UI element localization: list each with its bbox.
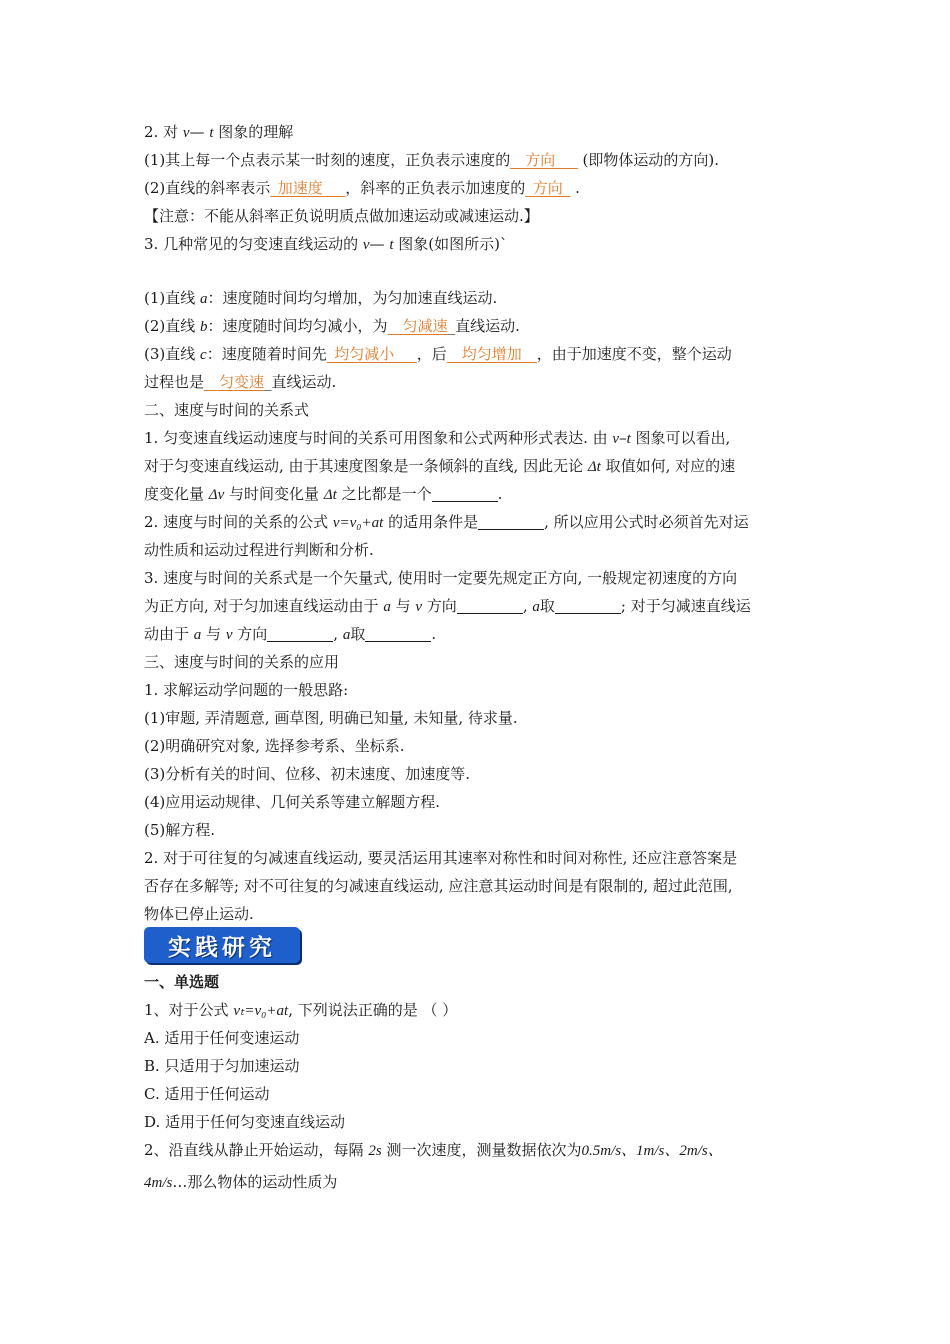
text: (2)直线的斜率表示	[144, 179, 271, 197]
text: ,	[333, 625, 343, 643]
fill-blank	[478, 511, 544, 530]
section-title	[144, 118, 293, 147]
answer-fill: _方向_	[525, 179, 571, 197]
text: 1. 匀变速直线运动速度与时间的关系可用图象和公式两种形式表达. 由	[144, 429, 613, 447]
text: 图象可以看出,	[630, 429, 731, 447]
text: 2. 速度与时间的关系的公式	[144, 513, 333, 531]
question-2	[144, 1136, 723, 1165]
var-t: t	[209, 125, 214, 141]
paragraph-line: 1. 求解运动学问题的一般思路:	[144, 681, 349, 699]
paragraph-line: 动性质和运动过程进行判断和分析.	[144, 541, 374, 559]
paragraph-line	[144, 508, 749, 537]
paragraph-line	[144, 284, 497, 313]
fill-blank	[457, 595, 523, 614]
option-d[interactable]: D. 适用于任何匀变速直线运动	[144, 1113, 346, 1131]
text: ，斜率的正负表示加速度的	[345, 179, 526, 197]
text: .	[431, 625, 437, 643]
paragraph-line: 3. 速度与时间的关系式是一个矢量式, 使用时一定要先规定正方向, 一般规定初速度的方向	[144, 569, 738, 587]
paragraph-line	[144, 146, 719, 174]
answer-fill: __匀变速	[204, 373, 265, 391]
text: 取	[539, 597, 555, 615]
text: (即物体运动的方向).	[577, 151, 720, 169]
fill-blank	[267, 623, 333, 642]
paragraph-line: (4)应用运动规律、几何关系等建立解题方程.	[144, 793, 441, 811]
var-v: v	[415, 599, 423, 615]
answer-fill: __方向___	[510, 151, 578, 169]
delta-symbol: Δ	[208, 487, 218, 503]
text: 2、沿直线从静止开始运动，每隔	[144, 1141, 369, 1159]
text: —	[189, 123, 210, 141]
fill-blank	[432, 483, 498, 502]
var-v: v	[612, 431, 620, 447]
section-heading: 三、速度与时间的关系的应用	[144, 653, 340, 671]
var-a: a	[200, 291, 208, 307]
text: —	[369, 235, 390, 253]
answer-fill: __匀减速	[387, 317, 448, 335]
section-heading: 二、速度与时间的关系式	[144, 401, 310, 419]
paragraph-line: (1)审题, 弄清题意, 画草图, 明确已知量, 未知量, 待求量.	[144, 709, 518, 727]
section-title	[144, 230, 507, 259]
var-t: t	[596, 459, 601, 475]
delta-symbol: Δ	[323, 487, 333, 503]
paragraph-line	[144, 452, 735, 481]
text: (3)直线	[144, 345, 201, 363]
paragraph-line	[144, 368, 336, 396]
paragraph-line: (5)解方程.	[144, 821, 216, 839]
text: –	[619, 429, 627, 447]
paragraph-line	[144, 340, 732, 369]
fill-blank	[555, 595, 621, 614]
text: 取值如何, 对应的速	[600, 457, 736, 475]
paragraph-line	[144, 174, 580, 202]
paragraph-line	[144, 312, 520, 341]
paragraph-line	[144, 592, 751, 621]
text: _直线运动.	[447, 317, 520, 335]
text: ，由于加速度不变，整个运动	[536, 345, 732, 363]
measured-value: 4m/s	[144, 1175, 173, 1191]
var-t: t	[626, 431, 631, 447]
text: 与	[390, 597, 416, 615]
text: ,	[522, 597, 533, 615]
banner-label: 实践研究	[168, 934, 276, 961]
text: 对于匀变速直线运动, 由于其速度图象是一条倾斜的直线, 因此无论	[144, 457, 588, 475]
var-v: v	[362, 237, 370, 253]
text: ：速度随时间均匀减小，为	[207, 317, 388, 335]
var-t: t	[332, 487, 337, 503]
var-a: a	[383, 599, 391, 615]
text: ，后	[416, 345, 447, 363]
measured-values: 0.5m/s、1m/s、2m/s、	[581, 1143, 723, 1159]
time-value: 2s	[368, 1143, 382, 1159]
text: 方向	[422, 597, 457, 615]
var-v: v	[217, 487, 225, 503]
text: .	[497, 485, 503, 503]
text: 为正方向, 对于匀加速直线运动由于	[144, 597, 384, 615]
text: 方向	[232, 625, 268, 643]
formula: vₜ=v₀+at	[233, 1003, 289, 1019]
text: ：速度随着时间先	[206, 345, 327, 363]
paragraph-line	[144, 424, 730, 453]
text: 度变化量	[144, 485, 209, 503]
text: .	[570, 179, 580, 197]
text: (1)直线	[144, 289, 201, 307]
paragraph-line: 物体已停止运动.	[144, 905, 254, 923]
answer-fill: __均匀增加__	[446, 345, 537, 363]
text: 过程也是	[144, 373, 205, 391]
paragraph-line: (2)明确研究对象, 选择参考系、坐标系.	[144, 737, 405, 755]
answer-fill: _均匀减小___	[326, 345, 417, 363]
text: 动由于	[144, 625, 194, 643]
text: 的适用条件是	[383, 513, 479, 531]
text: 2. 对	[144, 123, 183, 141]
question-2-line2	[144, 1168, 337, 1197]
text: 与时间变化量	[224, 485, 324, 503]
practice-banner	[144, 927, 300, 963]
text: (1)其上每一个点表示某一时刻的速度，正负表示速度的	[144, 151, 511, 169]
option-b[interactable]: B. 只适用于匀加速运动	[144, 1057, 300, 1075]
text: 与	[201, 625, 226, 643]
text: , 下列说法正确的是 （ ）	[288, 1001, 458, 1019]
text: 1、对于公式	[144, 1001, 234, 1019]
var-v: v	[182, 125, 190, 141]
option-a[interactable]: A. 适用于任何变速运动	[144, 1029, 300, 1047]
text: , 所以应用公式时必须首先对运	[544, 513, 749, 531]
var-a: a	[532, 599, 540, 615]
var-a: a	[193, 627, 202, 643]
text: (2)直线	[144, 317, 201, 335]
delta-symbol: Δ	[587, 459, 597, 475]
var-v: v	[225, 627, 233, 643]
formula: v=v₀+at	[332, 515, 384, 531]
text: ; 对于匀减速直线运	[620, 597, 751, 615]
text: 3. 几种常见的匀变速直线运动的	[144, 235, 363, 253]
text: 测一次速度，测量数据依次为	[381, 1141, 582, 1159]
question-1	[144, 996, 457, 1025]
option-c[interactable]: C. 适用于任何运动	[144, 1085, 270, 1103]
text: 图象(如图所示)`	[393, 235, 508, 253]
paragraph-line	[144, 480, 502, 509]
text: 取	[350, 625, 366, 643]
var-a: a	[342, 627, 351, 643]
paragraph-line	[144, 620, 436, 649]
note-line: 【注意：不能从斜率正负说明质点做加速运动或减速运动.】	[144, 207, 539, 225]
paragraph-line: 2. 对于可往复的匀减速直线运动, 要灵活运用其速率对称性和时间对称性, 还应注意答案是	[144, 849, 738, 867]
paragraph-line: 否存在多解等; 对不可往复的匀减速直线运动, 应注意其运动时间是有限制的, 超过此范围,	[144, 877, 733, 895]
paragraph-line: (3)分析有关的时间、位移、初末速度、加速度等.	[144, 765, 471, 783]
answer-fill: _加速度___	[270, 179, 346, 197]
fill-blank	[365, 623, 431, 642]
text: ：速度随时间均匀增加，为匀加速直线运动.	[207, 289, 498, 307]
var-b: b	[200, 319, 208, 335]
text: _直线运动.	[264, 373, 337, 391]
question-section-heading: 一、单选题	[144, 973, 220, 991]
text: 图象的理解	[213, 123, 294, 141]
var-c: c	[200, 347, 207, 363]
var-t: t	[389, 237, 394, 253]
text: 之比都是一个	[336, 485, 432, 503]
text: …那么物体的运动性质为	[172, 1173, 338, 1191]
